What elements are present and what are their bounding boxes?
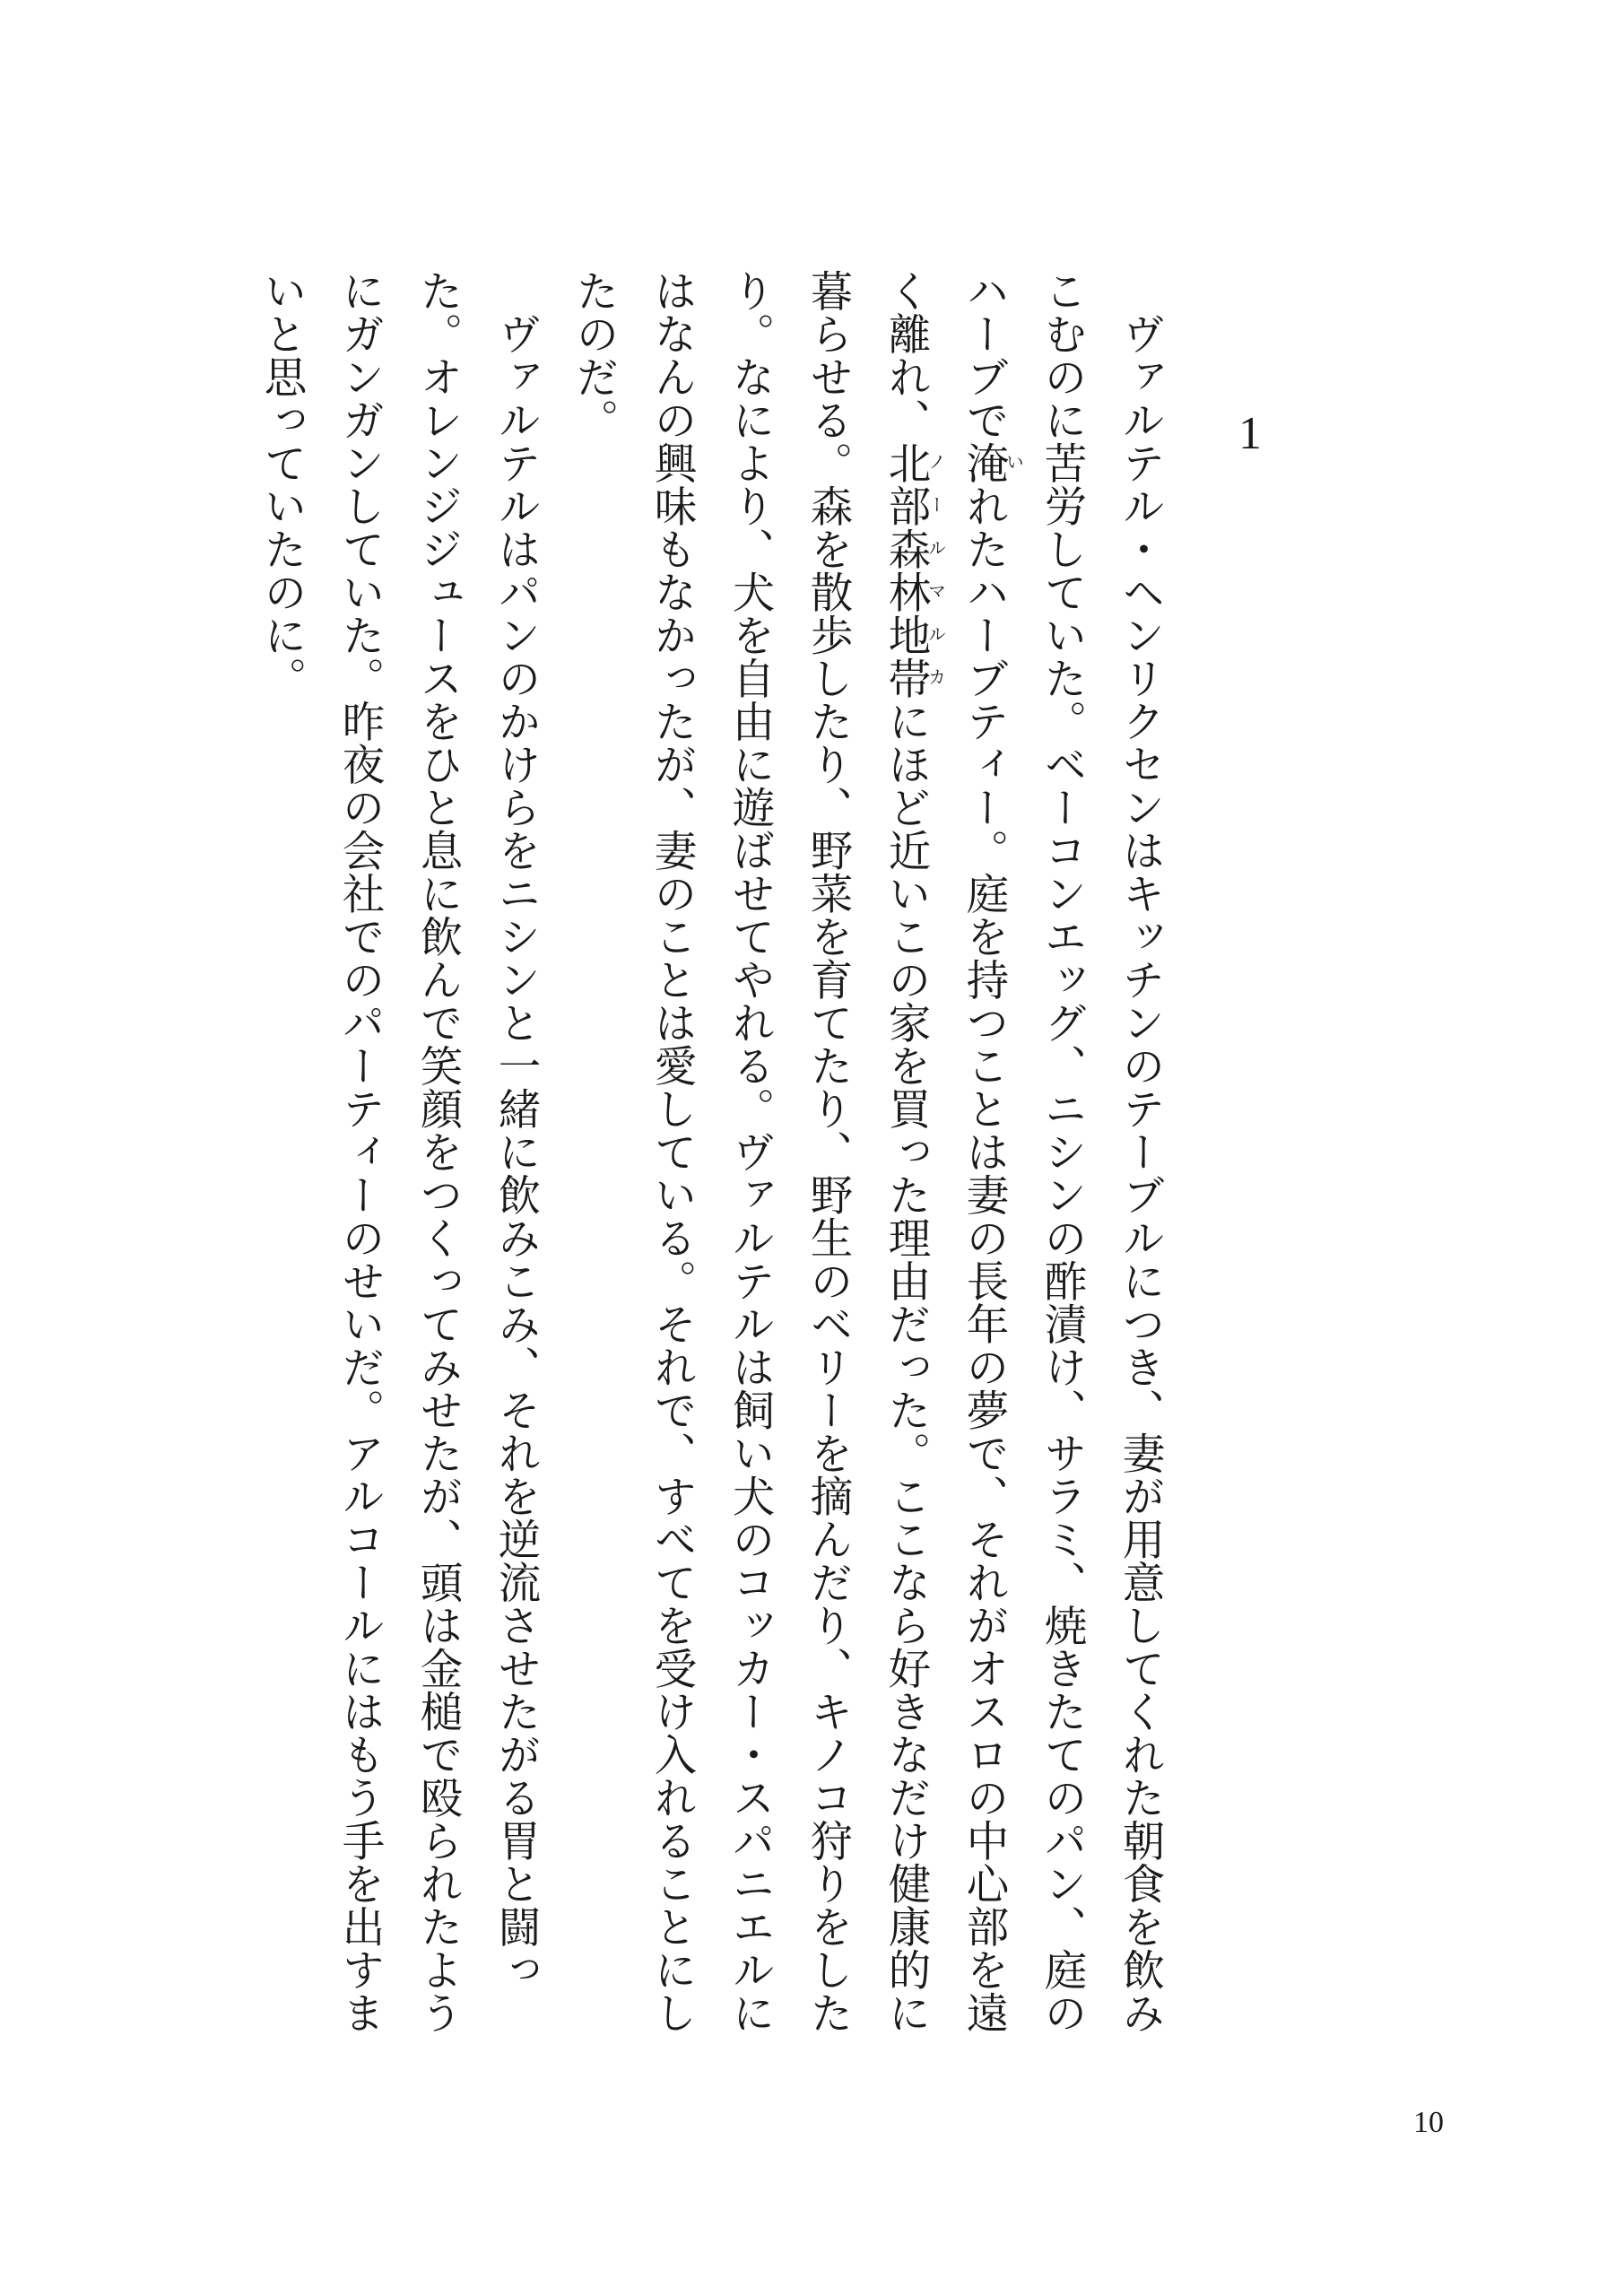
ruby-annotation: 淹い xyxy=(959,441,1025,484)
paragraph-1: ヴァルテル・ヘンリクセンはキッチンのテーブルにつき、妻が用意してくれた朝食を飲みこむのに苦労していた。ベーコンエッグ、ニシンの酢漬け、サラミ、焼きたてのパン、庭のハーブで淹いれたハーブティー。庭を持つことは妻の長年の夢で、それがオスロの中心部を遠く離れ、北部森林地帯ノールマルカにほど近いこの家を買った理由だった。ここなら好きなだけ健康的に暮らせる。森を散歩したり、野菜を育てたり、野生のベリーを摘んだり、キノコ狩りをしたり。なにより、犬を自由に遊ばせてやれる。ヴァルテルは飼い犬のコッカー・スパニエルにはなんの興味もなかったが、妻のことは愛している。それで、すべてを受け入れることにしたのだ。 xyxy=(569,269,1164,2034)
paragraph-2: ヴァルテルはパンのかけらをニシンと一緒に飲みこみ、それを逆流させたがる胃と闘った。オレンジジュースをひと息に飲んで笑顔をつくってみせたが、頭は金槌で殴られたようにガンガンしていた。昨夜の会社でのパーティーのせいだ。アルコールにはもう手を出すまいと思っていたのに。 xyxy=(256,269,540,2034)
body-text xyxy=(242,269,1178,2072)
ruby-annotation: 北部森林地帯ノールマルカ xyxy=(881,441,947,700)
page-number: 10 xyxy=(1413,2106,1444,2139)
chapter-number: 1 xyxy=(1238,408,1262,459)
